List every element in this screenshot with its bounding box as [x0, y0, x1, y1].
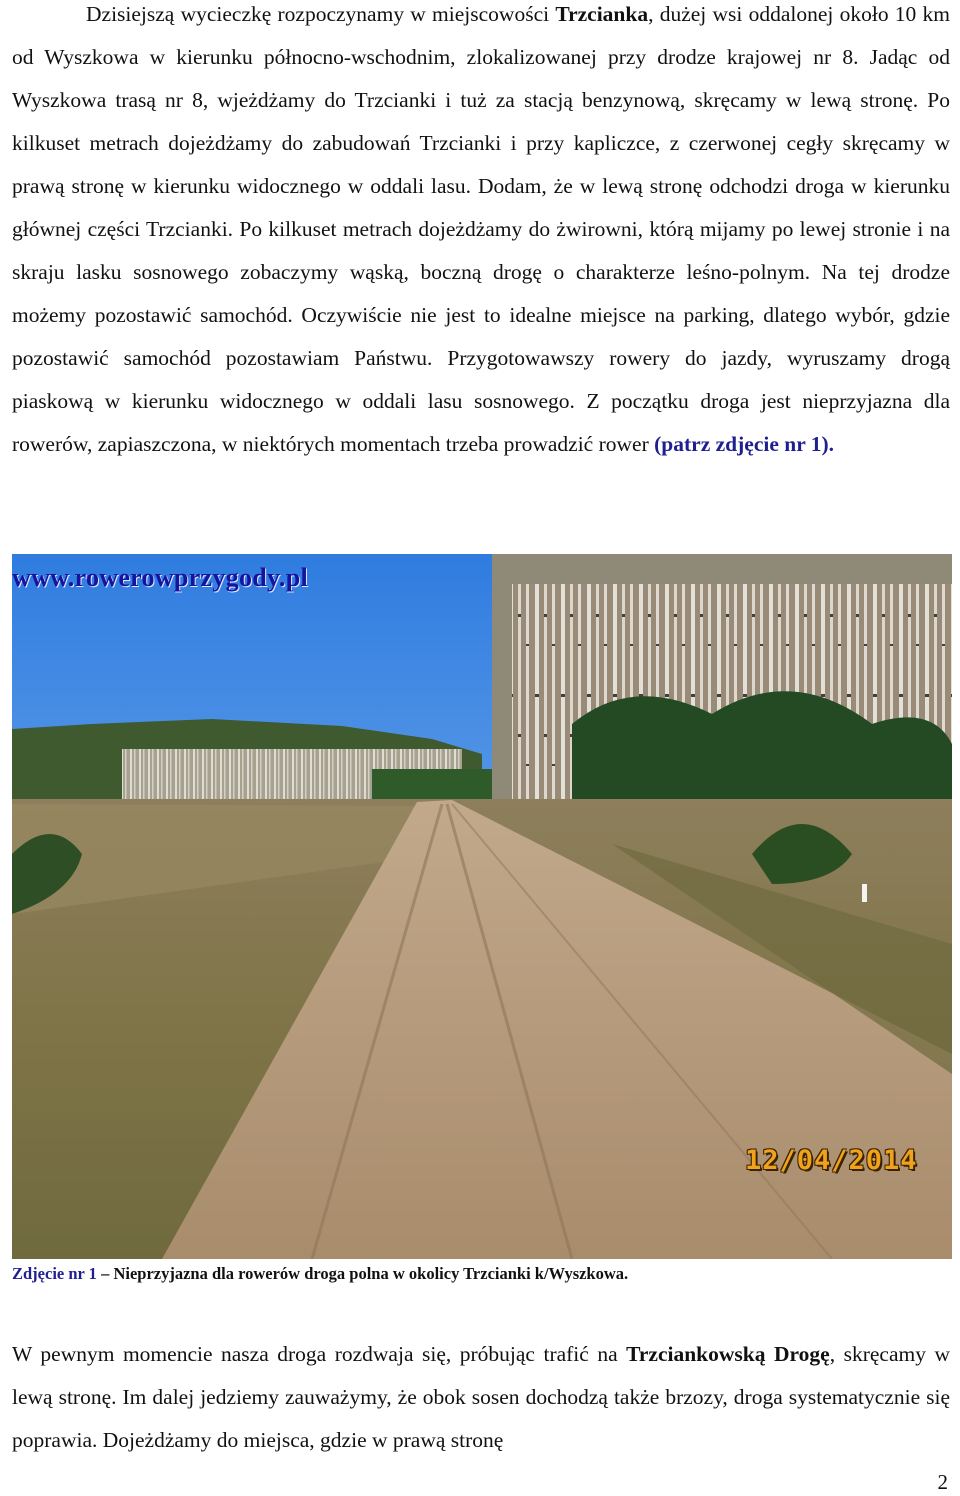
second-text-body: , skręcamy w lewą stronę. Im dalej jedziemy zauważymy, że obok sosen dochodzą także brzozy, droga systematycznie się poprawia. Dojeżdżamy do miejsca, gdzie w prawą stronę — [12, 1342, 951, 1452]
photo-reference[interactable]: (patrz zdjęcie nr 1). — [654, 432, 835, 456]
page-number: 2 — [937, 1470, 948, 1494]
intro-text-start: Dzisiejszą wycieczkę rozpoczynamy w miejscowości — [86, 2, 556, 26]
place-name-trzcianka: Trzcianka — [555, 2, 649, 26]
photo-date-stamp: 12/04/2014 — [745, 1145, 918, 1176]
caption-text: – Nieprzyjazna dla rowerów droga polna w okolicy Trzcianki k/Wyszkowa. — [96, 1264, 629, 1283]
intro-text-body: , dużej wsi oddalonej około 10 km od Wyszkowa w kierunku północno-wschodnim, zlokalizowanej przy drodze krajowej nr 8. Jadąc od Wyszkowa trasą nr 8, wjeżdżamy do Trzcianki i tuż za stacją benzynową, skręcamy w lewą stronę. Po kilkuset metrach dojeżdżamy do zabudowań Trzcianki i przy kapliczce, z czerwonej cegły skręcamy w prawą stronę w kierunku widocznego w oddali lasu. Dodam, że w lewą stronę odchodzi droga w kierunku głównej części Trzcianki. Po kilkuset metrach dojeżdżamy do żwirowni, którą mijamy po lewej stronie i na skraju lasku sosnowego zobaczymy wąską, boczną drogę o charakterze leśno-polnym. Na tej drodze możemy pozostawić samochód. Oczywiście nie jest to idealne miejsce na parking, dlatego wybór, gdzie pozostawić samochód pozostawiam Państwu. Przygotowawszy rowery do jazdy, wyruszamy drogą piaskową w kierunku widocznego w oddali lasu sosnowego. Z początku droga jest nieprzyjazna dla rowerów, zapiaszczona, w niektórych momentach trzeba prowadzić rower — [12, 2, 950, 456]
caption-label: Zdjęcie nr 1 — [12, 1264, 97, 1283]
road-name: Trzciankowską Drogę — [626, 1342, 830, 1366]
watermark-url: www.rowerowprzygody.pl — [12, 563, 308, 592]
intro-paragraph — [12, 0, 950, 466]
second-text-start: W pewnym momencie nasza droga rozdwaja się, próbując trafić na — [12, 1342, 627, 1366]
photo-caption — [12, 1263, 952, 1285]
second-paragraph — [12, 1333, 950, 1462]
